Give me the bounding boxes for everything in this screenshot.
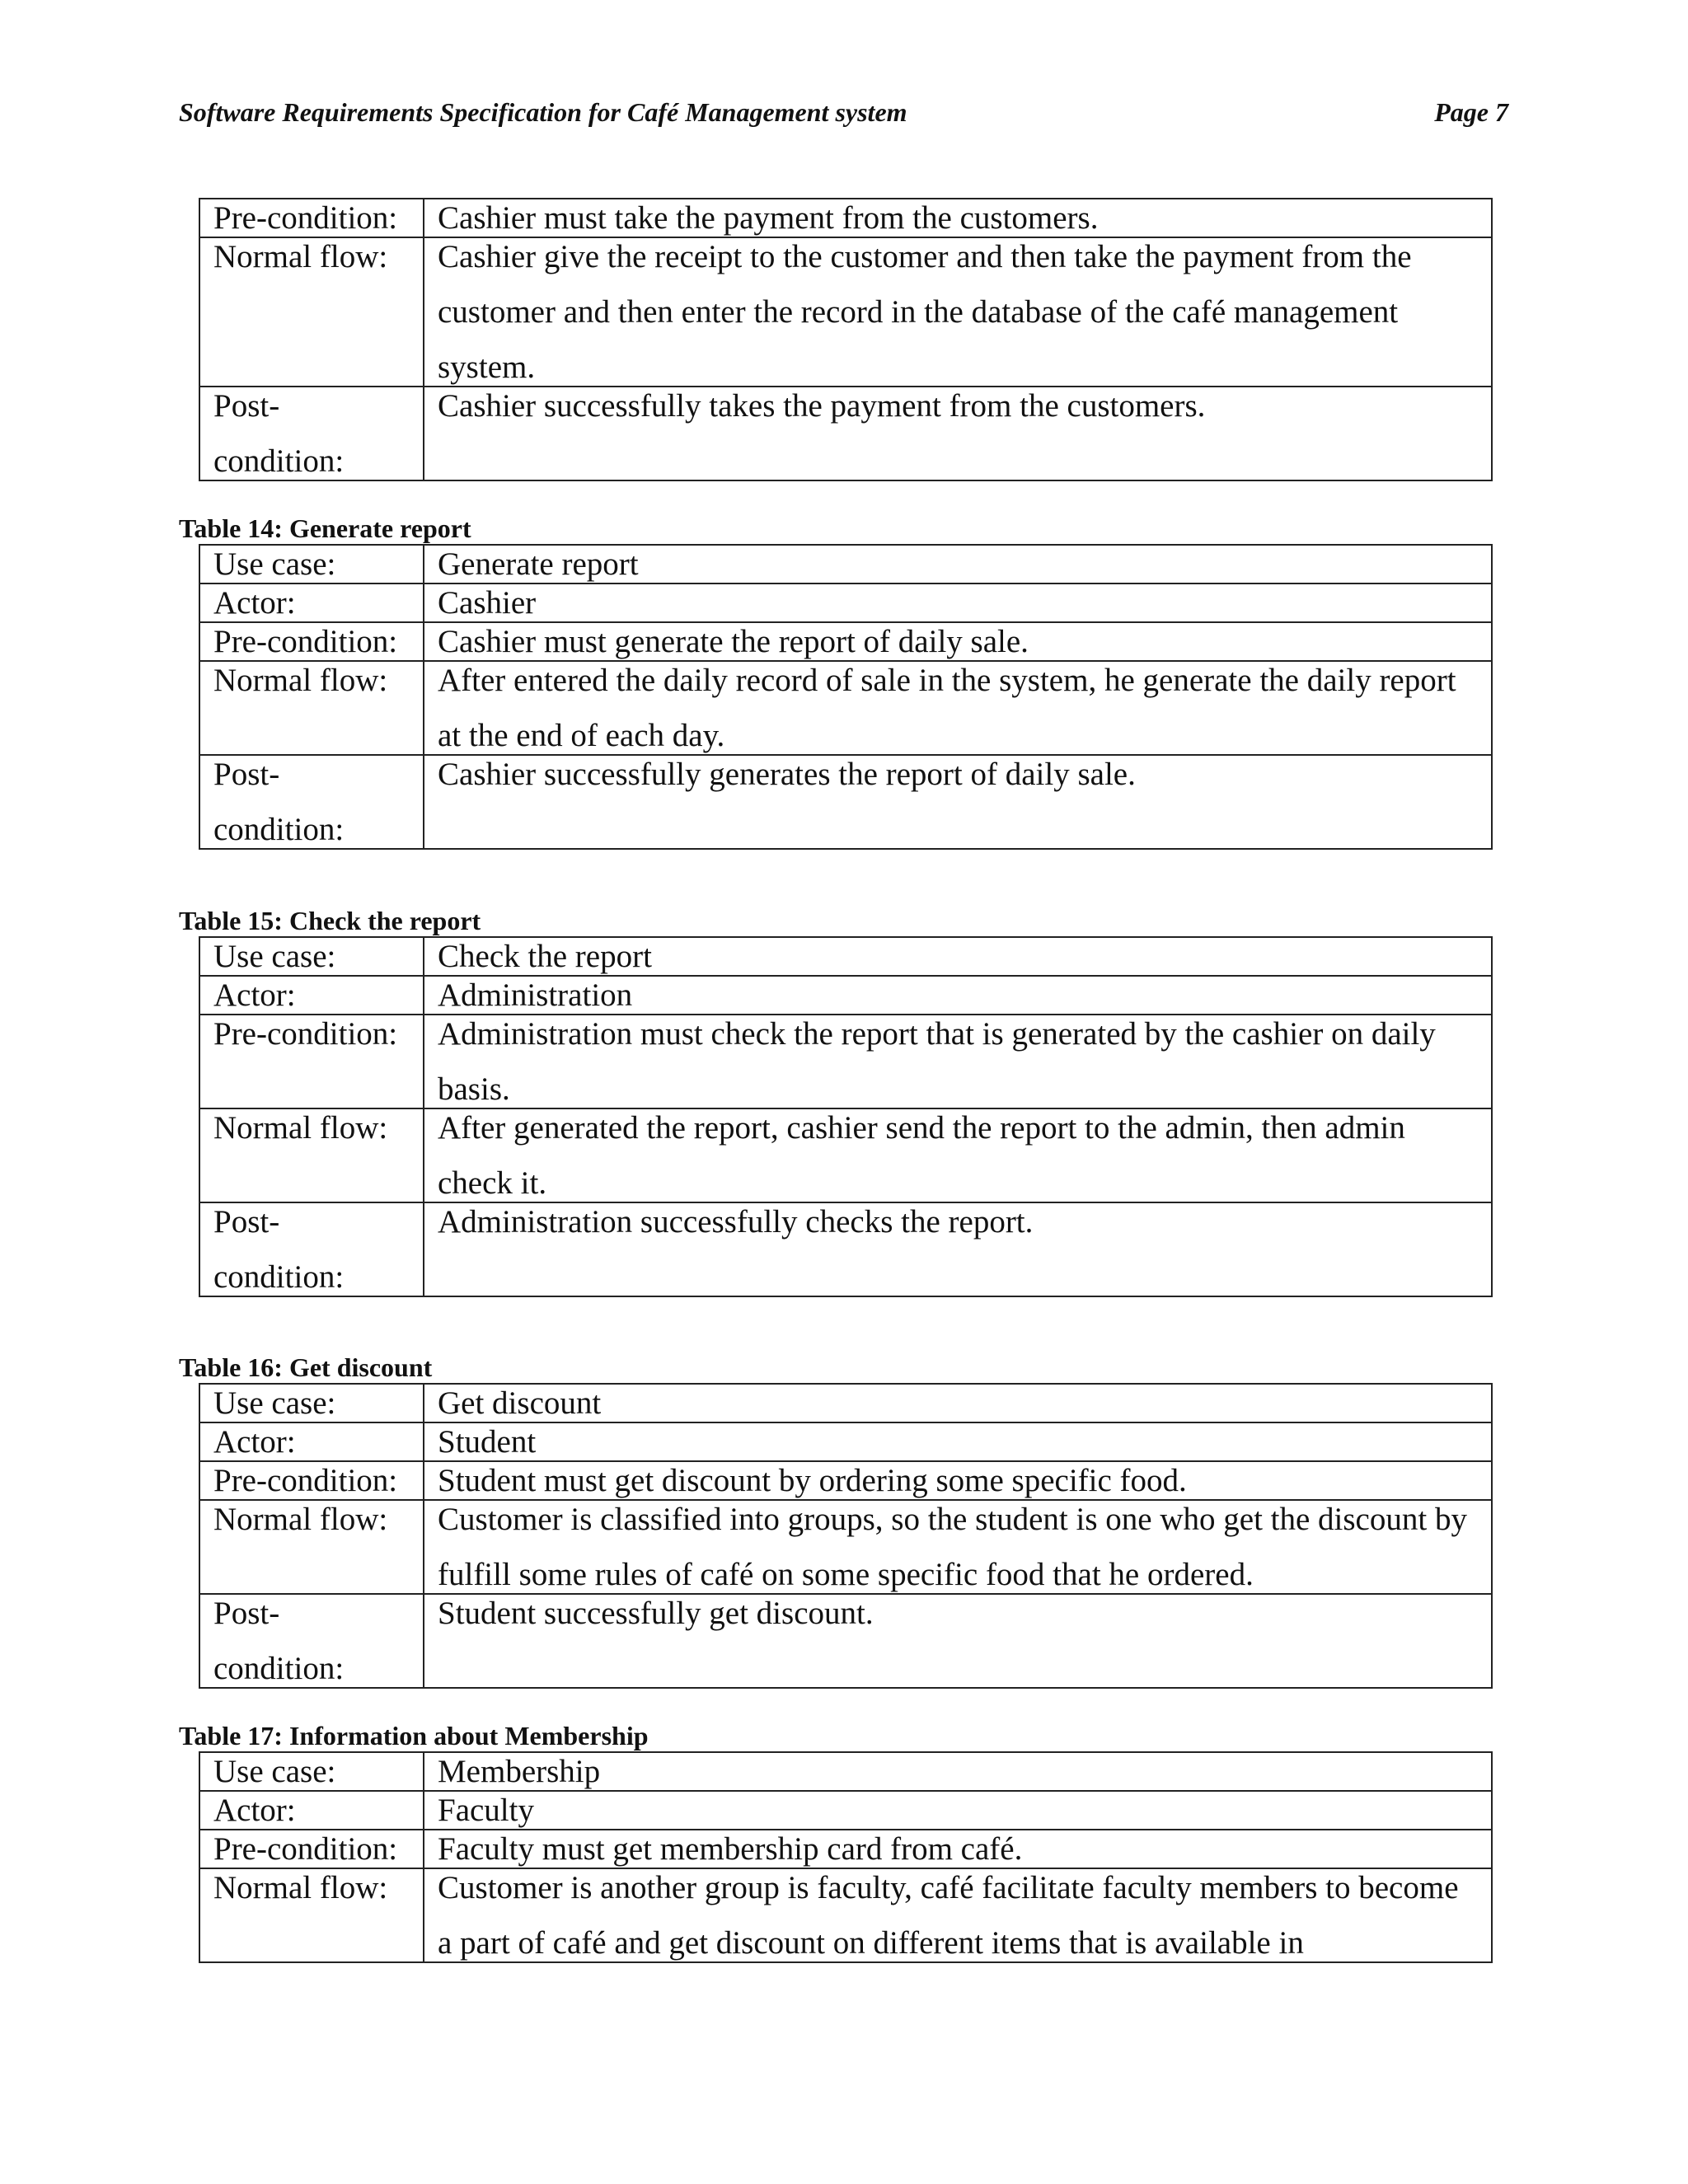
row-label: Pre-condition: [199, 1830, 424, 1868]
row-label-text: Post-condition: [213, 1596, 345, 1686]
row-value: Cashier successfully generates the report of daily sale. [424, 755, 1492, 849]
row-label: Use case: [199, 937, 424, 976]
row-label-text: Post-condition: [213, 1204, 345, 1295]
row-value [424, 1500, 1492, 1594]
use-case-table [199, 1383, 1493, 1689]
row-label: Normal flow: [199, 1108, 424, 1202]
use-case-table [199, 1751, 1493, 1963]
table-16-block [179, 1352, 1508, 1689]
row-label: Normal flow: [199, 237, 424, 387]
row-value-text: Customer is classified into groups, so the student is one who get the discount by fulfill some rules of café on some specific food that he ordered. [438, 1502, 1467, 1592]
table-15-block [179, 905, 1508, 1297]
table-row [199, 1015, 1492, 1108]
continued-table-block [179, 198, 1508, 481]
row-label: Use case: [199, 545, 424, 583]
table-row [199, 545, 1492, 583]
row-label [199, 387, 424, 480]
row-label: Actor: [199, 583, 424, 622]
row-value [424, 1108, 1492, 1202]
row-label: Pre-condition: [199, 199, 424, 237]
document-title: Software Requirements Specification for Café Management system [179, 97, 907, 127]
table-row [199, 755, 1492, 849]
table-caption: Table 17: Information about Membership [179, 1721, 649, 1750]
row-value: Student must get discount by ordering some specific food. [424, 1461, 1492, 1500]
row-label-text: Post-condition: [213, 388, 345, 479]
row-value: Generate report [424, 545, 1492, 583]
row-value [424, 1015, 1492, 1108]
row-value: Student successfully get discount. [424, 1594, 1492, 1688]
table-row [199, 937, 1492, 976]
row-value: Faculty [424, 1791, 1492, 1830]
row-value-text: Cashier give the receipt to the customer and then take the payment from the customer and then enter the record in the database of the café management system. [438, 239, 1412, 385]
row-value-text: After generated the report, cashier send the report to the admin, then admin check it. [438, 1110, 1405, 1201]
table-caption: Table 14: Generate report [179, 513, 471, 543]
row-value [424, 237, 1492, 387]
row-label: Actor: [199, 976, 424, 1015]
table-caption: Table 15: Check the report [179, 906, 481, 935]
table-row [199, 1384, 1492, 1422]
table-caption: Table 16: Get discount [179, 1352, 433, 1382]
row-label: Use case: [199, 1752, 424, 1791]
table-row [199, 1791, 1492, 1830]
row-value-text: After entered the daily record of sale in the system, he generate the daily report at the end of each day. [438, 663, 1456, 753]
table-17-block [179, 1720, 1508, 1963]
row-value: Faculty must get membership card from café. [424, 1830, 1492, 1868]
row-label: Pre-condition: [199, 622, 424, 661]
table-row [199, 1594, 1492, 1688]
row-value-text: Customer is another group is faculty, café facilitate faculty members to become a part of café and get discount on different items that is available in [438, 1870, 1459, 1961]
row-label: Pre-condition: [199, 1461, 424, 1500]
row-label: Normal flow: [199, 1500, 424, 1594]
row-value: Membership [424, 1752, 1492, 1791]
row-label: Actor: [199, 1791, 424, 1830]
row-value: Administration successfully checks the report. [424, 1202, 1492, 1296]
row-label: Normal flow: [199, 1868, 424, 1962]
table-row [199, 1752, 1492, 1791]
table-row [199, 1202, 1492, 1296]
row-value: Cashier must generate the report of daily sale. [424, 622, 1492, 661]
row-value: Cashier successfully takes the payment from the customers. [424, 387, 1492, 480]
row-value: Administration [424, 976, 1492, 1015]
row-value: Cashier [424, 583, 1492, 622]
row-label [199, 1594, 424, 1688]
row-value [424, 1868, 1492, 1962]
table-row [199, 583, 1492, 622]
row-value: Cashier must take the payment from the customers. [424, 199, 1492, 237]
table-row [199, 237, 1492, 387]
page-number: Page 7 [1434, 97, 1508, 127]
row-label [199, 1202, 424, 1296]
row-label: Actor: [199, 1422, 424, 1461]
page-header [179, 97, 1508, 128]
row-value: Student [424, 1422, 1492, 1461]
row-value-text: Administration must check the report that is generated by the cashier on daily basis. [438, 1016, 1436, 1107]
table-row [199, 1500, 1492, 1594]
table-14-block [179, 513, 1508, 850]
row-value: Get discount [424, 1384, 1492, 1422]
use-case-table-continued [199, 198, 1493, 481]
row-label: Normal flow: [199, 661, 424, 755]
row-label: Pre-condition: [199, 1015, 424, 1108]
use-case-table [199, 544, 1493, 850]
row-value [424, 661, 1492, 755]
row-label [199, 755, 424, 849]
table-row [199, 1868, 1492, 1962]
row-label: Use case: [199, 1384, 424, 1422]
table-row [199, 1422, 1492, 1461]
row-value: Check the report [424, 937, 1492, 976]
table-row [199, 1108, 1492, 1202]
table-row [199, 661, 1492, 755]
table-row [199, 387, 1492, 480]
row-label-text: Post-condition: [213, 757, 345, 847]
use-case-table [199, 936, 1493, 1297]
